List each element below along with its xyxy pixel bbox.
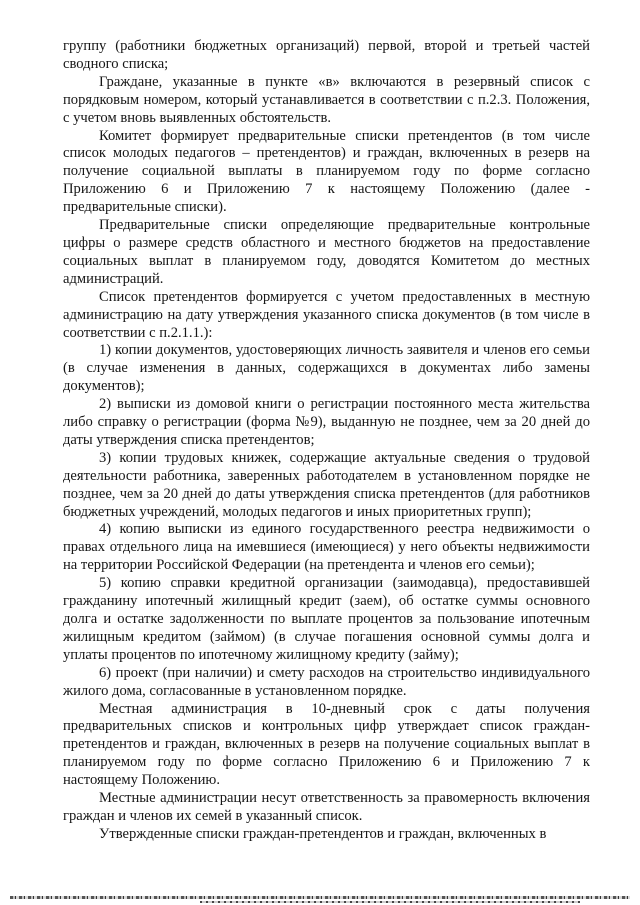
scan-bottom-edge xyxy=(10,896,630,899)
paragraph-continuation: группу (работники бюджетных организаций) первой, второй и третьей частей сводного списка; xyxy=(63,38,590,72)
scan-bottom-artifact xyxy=(200,901,580,903)
list-item-6: 6) проект (при наличии) и смету расходов на строительство индивидуального жилого дома, согласованные в установленном порядке. xyxy=(63,664,590,699)
list-item-2: 2) выписки из домовой книги о регистрации постоянного места жительства либо справку о регистрации (форма №9), выданную не позднее, чем за 20 дней до даты утверждения списка претендентов; xyxy=(63,396,590,448)
paragraph-reserve-list: Граждане, указанные в пункте «в» включаются в резервный список с порядковым номером, который устанавливается в соответствии с п.2.3. Положения, с учетом вновь выявленных обстоятельств. xyxy=(63,73,590,126)
list-item-5: 5) копию справки кредитной организации (заимодавца), предоставившей гражданину ипотечный жилищный кредит (заем), об остатке суммы основного долга и остатке задолженности по выплате процентов за пользование ипотечным жилищным кредитом (займом) (в случае погашения основной суммы долга и уплаты процентов по ипотечному жилищному кредиту (займу); xyxy=(63,575,590,663)
paragraph-preliminary-lists: Предварительные списки определяющие предварительные контрольные цифры о размере средств областного и местного бюджетов на предоставление социальных выплат в планируемом году, доводятся Комитетом до местных администраций. xyxy=(63,217,590,287)
paragraph-committee-lists: Комитет формирует предварительные списки претендентов (в том числе список молодых педагогов – претендентов) и граждан, включенных в резерв на получение социальной выплаты в планируемом году по форме согласно Приложению 6 и Приложению 7 к настоящему Положению (далее - предварительные списки). xyxy=(63,127,590,216)
list-item-3: 3) копии трудовых книжек, содержащие актуальные сведения о трудовой деятельности работника, заверенных работодателем в установленном порядке не позднее, чем за 20 дней до даты утверждения списка претендентов (для работников бюджетных учреждений, молодых педагогов и иных приоритетных групп); xyxy=(63,449,590,520)
paragraph-local-administration: Местная администрация в 10-дневный срок с даты получения предварительных списков и контрольных цифр утверждает список граждан-претендентов и граждан, включенных в резерв на получение социальных выплат в планируемом году по форме согласно Приложению 6 и Приложению 7 к настоящему Положению. xyxy=(63,700,590,789)
document-body xyxy=(63,38,590,844)
paragraph-applicants-list: Список претендентов формируется с учетом предоставленных в местную администрацию на дату утверждения указанного списка документов (в том числе в соответствии с п.2.1.1.): xyxy=(63,288,590,341)
paragraph-approved-lists: Утвержденные списки граждан-претендентов и граждан, включенных в xyxy=(99,825,547,842)
list-item-4: 4) копию выписки из единого государственного реестра недвижимости о правах отдельного лица на имевшиеся (имеющиеся) у него объекты недвижимости на территории Российской Федерации (на претендента и членов его семьи); xyxy=(63,521,590,574)
paragraph-responsibility: Местные администрации несут ответственность за правомерность включения граждан и членов их семей в указанный список. xyxy=(63,790,590,824)
list-item-1: 1) копии документов, удостоверяющих личность заявителя и членов его семьи (в случае изменения в данных, содержащихся в документах либо замены документов); xyxy=(63,342,590,395)
